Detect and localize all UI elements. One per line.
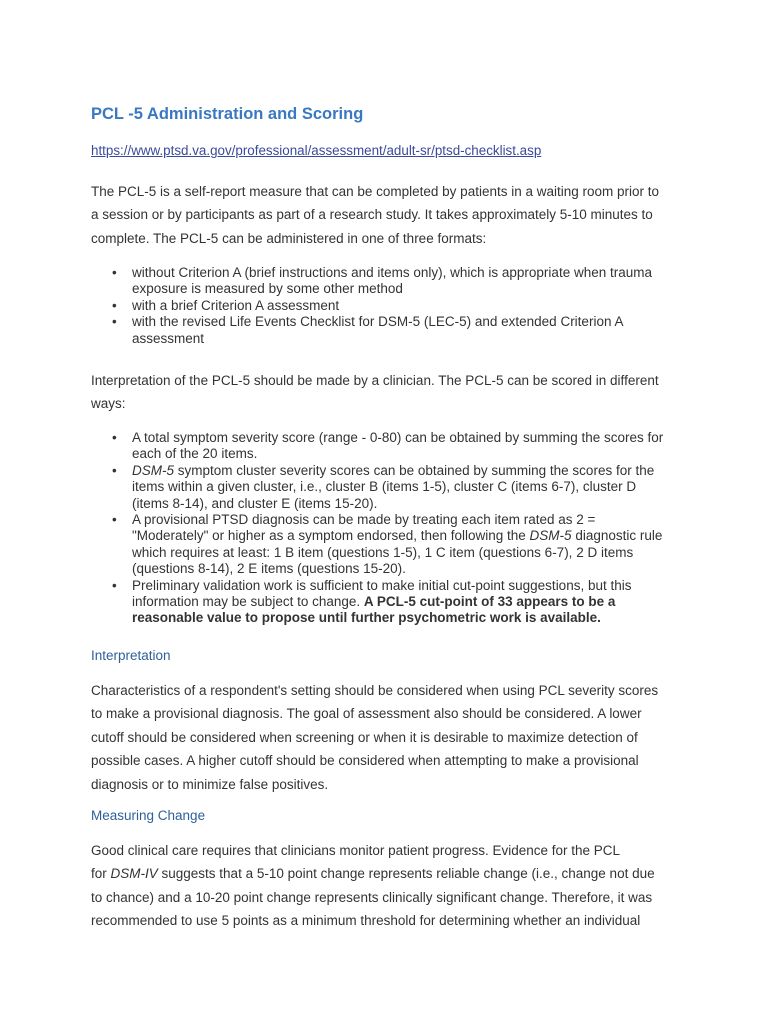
text-line: complete. The PCL-5 can be administered in one of three formats: [91,230,487,246]
bullet-icon: • [112,462,117,478]
text-line: Characteristics of a respondent's setting should be considered when using PCL severity scores [91,683,659,698]
text-line: cutoff should be considered when screening or when it is desirable to maximize detection of [91,729,638,745]
measuring-change-heading: Measuring Change [91,808,206,823]
text-line: The PCL-5 is a self-report measure that can be completed by patients in a waiting room prior to [91,184,660,199]
cut-point-highlight: reasonable value to propose until further psychometric work is available. [132,610,601,626]
text-line: ways: [91,396,126,412]
text-line: to chance) and a 10-20 point change represents clinically significant change. Therefore, it was [91,889,653,905]
text-line: a session or by participants as part of a research study. It takes approximately 5-10 minutes to [91,207,653,223]
pcl5-source-link[interactable]: https://www.ptsd.va.gov/professional/assessment/adult-sr/ptsd-checklist.asp [91,143,542,158]
text-line: for DSM-IV suggests that a 5-10 point change represents reliable change (i.e., change not due [91,866,655,882]
list-item: • with a brief Criterion A assessment [112,297,340,313]
list-item: • without Criterion A (brief instructions and items only), which is appropriate when trauma exposure is measured by some other method [112,265,652,297]
intro-paragraph [91,180,691,250]
text-line: possible cases. A higher cutoff should be considered when attempting to make a provisional [91,753,639,769]
bullet-icon: • [112,265,117,280]
bullet-icon: • [112,512,117,528]
page-title: PCL -5 Administration and Scoring [91,105,364,123]
measuring-change-paragraph [91,839,691,933]
interpretation-intro-paragraph [91,369,691,416]
list-item: • Preliminary validation work is sufficient to make initial cut-point suggestions, but this information may be subject to change. A PCL-5 cut-point of 33 appears to be a reasonable value to propose until further psychometric work is available. [112,577,632,626]
text-line: Interpretation of the PCL-5 should be made by a clinician. The PCL-5 can be scored in different [91,373,659,388]
list-item: • A total symptom severity score (range - 0-80) can be obtained by summing the scores for each of the 20 items. [112,430,664,462]
interpretation-heading: Interpretation [91,648,171,663]
text-line: recommended to use 5 points as a minimum threshold for determining whether an individual [91,913,641,929]
bullet-icon: • [112,577,117,593]
bullet-icon: • [112,314,117,330]
bullet-icon: • [112,297,117,313]
bullet-icon: • [112,430,117,445]
scoring-list [91,430,691,627]
list-item: • DSM-5 symptom cluster severity scores can be obtained by summing the scores for the items within a given cluster, i.e., cluster B (items 1-5), cluster C (items 6-7), cluster D (items 8-14), and cluster E (items 15-20). [112,462,655,511]
cut-point-highlight: A PCL-5 cut-point of 33 appears to be a [363,594,616,610]
list-item: • A provisional PTSD diagnosis can be made by treating each item rated as 2 = "Moderately" or higher as a symptom endorsed, then following the DSM-5 diagnostic rule which requires at least: 1 B item (questions 1-5), 1 C item (questions 6-7), 2 D items (questions 8-14), 2 E items (questions 15-20). [112,512,663,577]
text-line: to make a provisional diagnosis. The goal of assessment also should be considered. A lower [91,706,642,722]
format-list [91,265,691,347]
interpretation-paragraph [91,679,691,796]
text-line: diagnosis or to minimize false positives. [91,776,329,792]
text-line: Good clinical care requires that clinicians monitor patient progress. Evidence for the PCL [91,843,621,858]
list-item: • with the revised Life Events Checklist for DSM-5 (LEC-5) and extended Criterion A assessment [112,314,624,346]
